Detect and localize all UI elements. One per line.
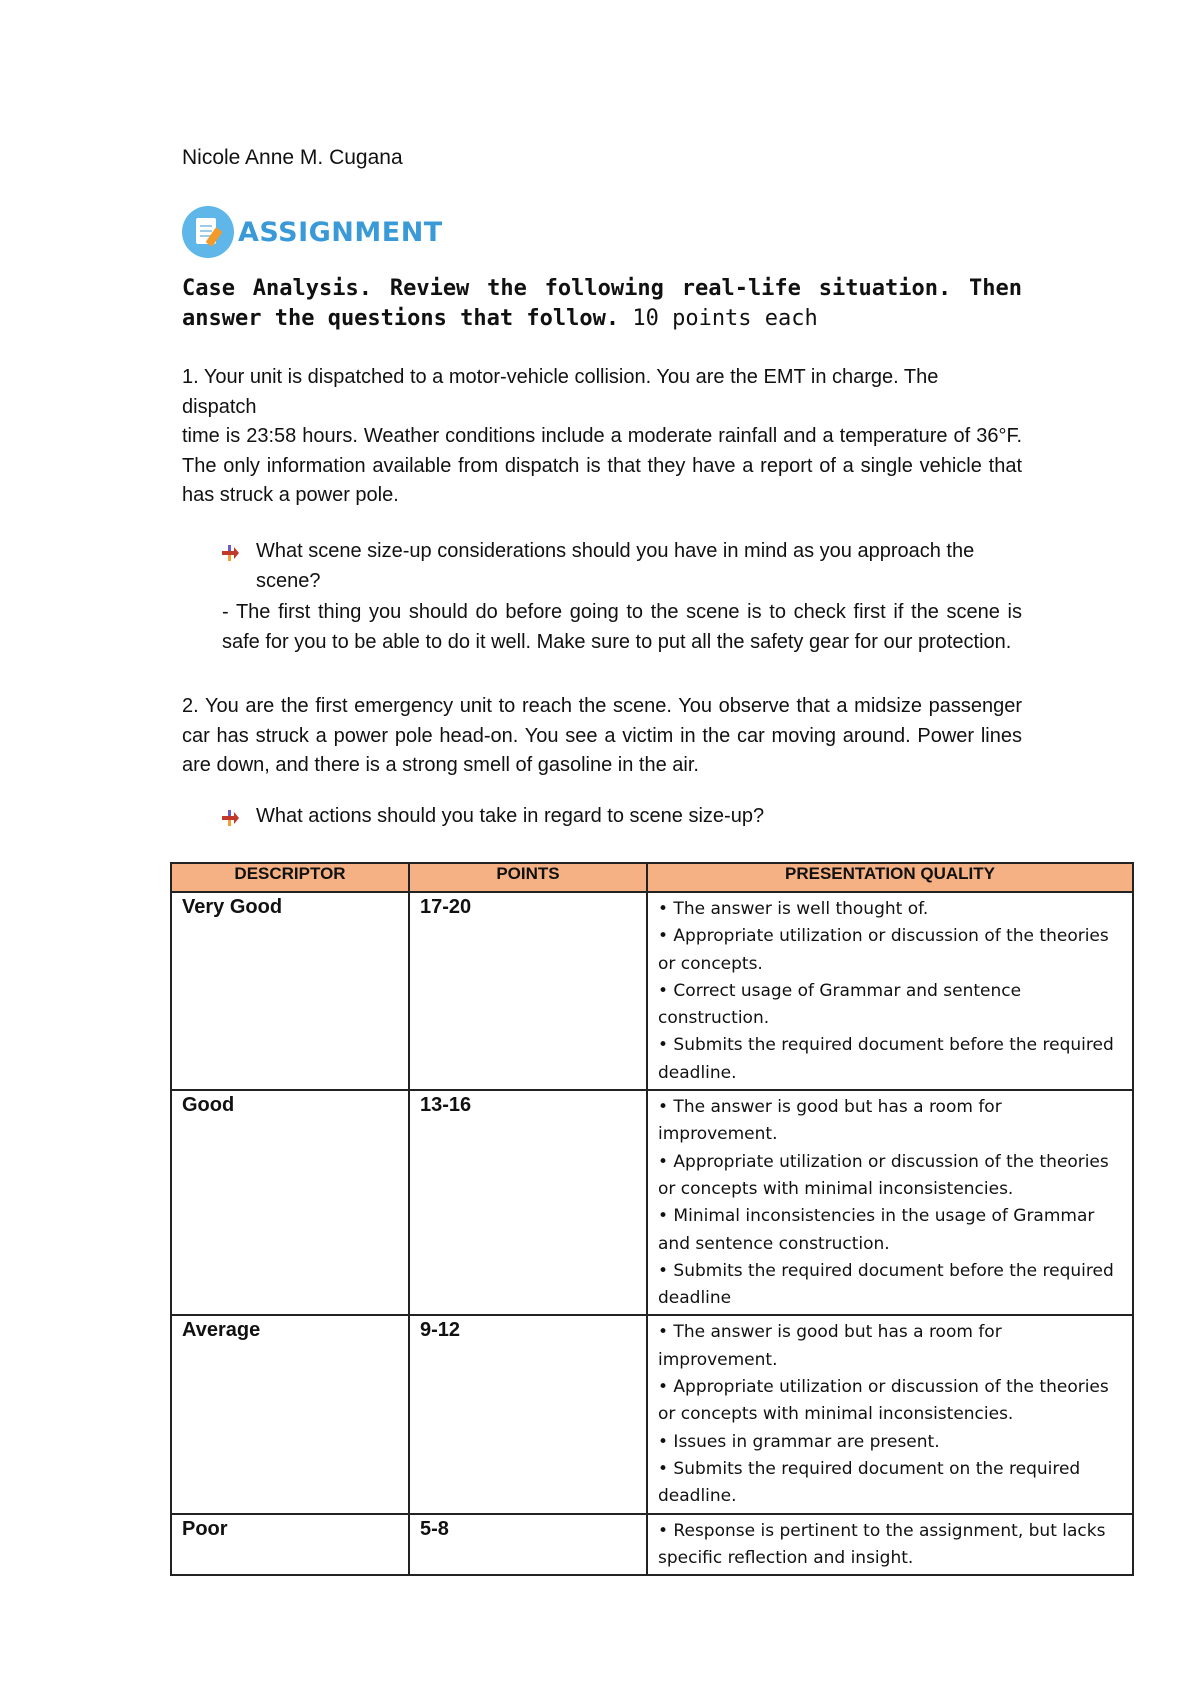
author-name: Nicole Anne M. Cugana bbox=[182, 146, 403, 169]
assignment-logo bbox=[182, 203, 443, 261]
question-1-prompt-text: What scene size-up considerations should you have in mind as you approach the scene? bbox=[256, 540, 975, 592]
quality-item: • Response is pertinent to the assignment, but lacks specific reflection and insight. bbox=[658, 1520, 1106, 1568]
row-points: 9-12 bbox=[409, 1315, 647, 1513]
heading-instruction: Case Analysis. Review the following real-life situation. Then answer the questions that follow. bbox=[182, 276, 1022, 331]
table-row bbox=[171, 1090, 1133, 1315]
quality-item: • Submits the required document on the required deadline. bbox=[658, 1458, 1081, 1507]
assignment-document-icon bbox=[182, 206, 234, 258]
row-quality bbox=[647, 1514, 1133, 1576]
quality-item: • Submits the required document before the required deadline. bbox=[658, 1035, 1114, 1083]
heading-points: 10 points each bbox=[632, 306, 818, 331]
row-quality bbox=[647, 1315, 1133, 1513]
row-points: 5-8 bbox=[409, 1514, 647, 1576]
quality-item: • Correct usage of Grammar and sentence construction. bbox=[658, 980, 1022, 1029]
row-descriptor: Good bbox=[171, 1090, 409, 1315]
question-2: 2. You are the first emergency unit to reach the scene. You observe that a midsize passenger car has struck a power pole head-on. You see a victim in the car moving around. Power lines are down, and there is a strong smell of gasoline in the air. bbox=[182, 695, 1022, 776]
table-row bbox=[171, 1315, 1133, 1513]
quality-item: • Appropriate utilization or discussion of the theories or concepts. bbox=[658, 926, 1109, 974]
quality-item: • The answer is well thought of. bbox=[658, 899, 929, 919]
question-1-line-2: dispatch bbox=[182, 395, 257, 418]
quality-item: • The answer is good but has a room for improvement. bbox=[658, 1322, 1002, 1370]
arrow-bullet-icon bbox=[220, 807, 240, 827]
quality-item: • Submits the required document before the required deadline bbox=[658, 1260, 1114, 1309]
table-row bbox=[171, 892, 1133, 1090]
quality-item: • Minimal inconsistencies in the usage of Grammar and sentence construction. bbox=[658, 1206, 1095, 1254]
question-1-line-1: 1. Your unit is dispatched to a motor-vehicle collision. You are the EMT in charge. The bbox=[182, 366, 939, 388]
row-quality bbox=[647, 1090, 1133, 1315]
row-points: 13-16 bbox=[409, 1090, 647, 1315]
row-descriptor: Very Good bbox=[171, 892, 409, 1090]
row-descriptor: Poor bbox=[171, 1514, 409, 1576]
arrow-bullet-icon bbox=[220, 542, 240, 562]
question-1 bbox=[182, 363, 1022, 511]
quality-item: • Issues in grammar are present. bbox=[658, 1431, 940, 1452]
logo-text: ASSIGNMENT bbox=[238, 216, 443, 248]
question-2-prompt-text: What actions should you take in regard to scene size-up? bbox=[256, 805, 765, 827]
rubric-table bbox=[170, 862, 1134, 1576]
row-points: 17-20 bbox=[409, 892, 647, 1090]
quality-item: • Appropriate utilization or discussion of the theories or concepts with minimal inconsistencies. bbox=[658, 1377, 1109, 1425]
rubric-header-row bbox=[171, 863, 1133, 892]
case-analysis-heading bbox=[182, 274, 1022, 334]
header-points: POINTS bbox=[409, 863, 647, 892]
question-1-line-3: time is 23:58 hours. Weather conditions include a moderate rainfall and a temperature of 36°F. The only information available from dispatch is that they have a report of a single vehicle that has struck a power pole. bbox=[182, 425, 1022, 506]
row-quality bbox=[647, 892, 1133, 1090]
quality-item: • Appropriate utilization or discussion of the theories or concepts with minimal inconsistencies. bbox=[658, 1151, 1109, 1199]
row-descriptor: Average bbox=[171, 1315, 409, 1513]
answer-1: - The first thing you should do before going to the scene is to check first if the scene is safe for you to be able to do it well. Make sure to put all the safety gear for our protection. bbox=[222, 601, 1022, 653]
table-row bbox=[171, 1514, 1133, 1576]
header-descriptor: DESCRIPTOR bbox=[171, 863, 409, 892]
quality-item: • The answer is good but has a room for improvement. bbox=[658, 1097, 1002, 1145]
header-presentation-quality: PRESENTATION QUALITY bbox=[647, 863, 1133, 892]
